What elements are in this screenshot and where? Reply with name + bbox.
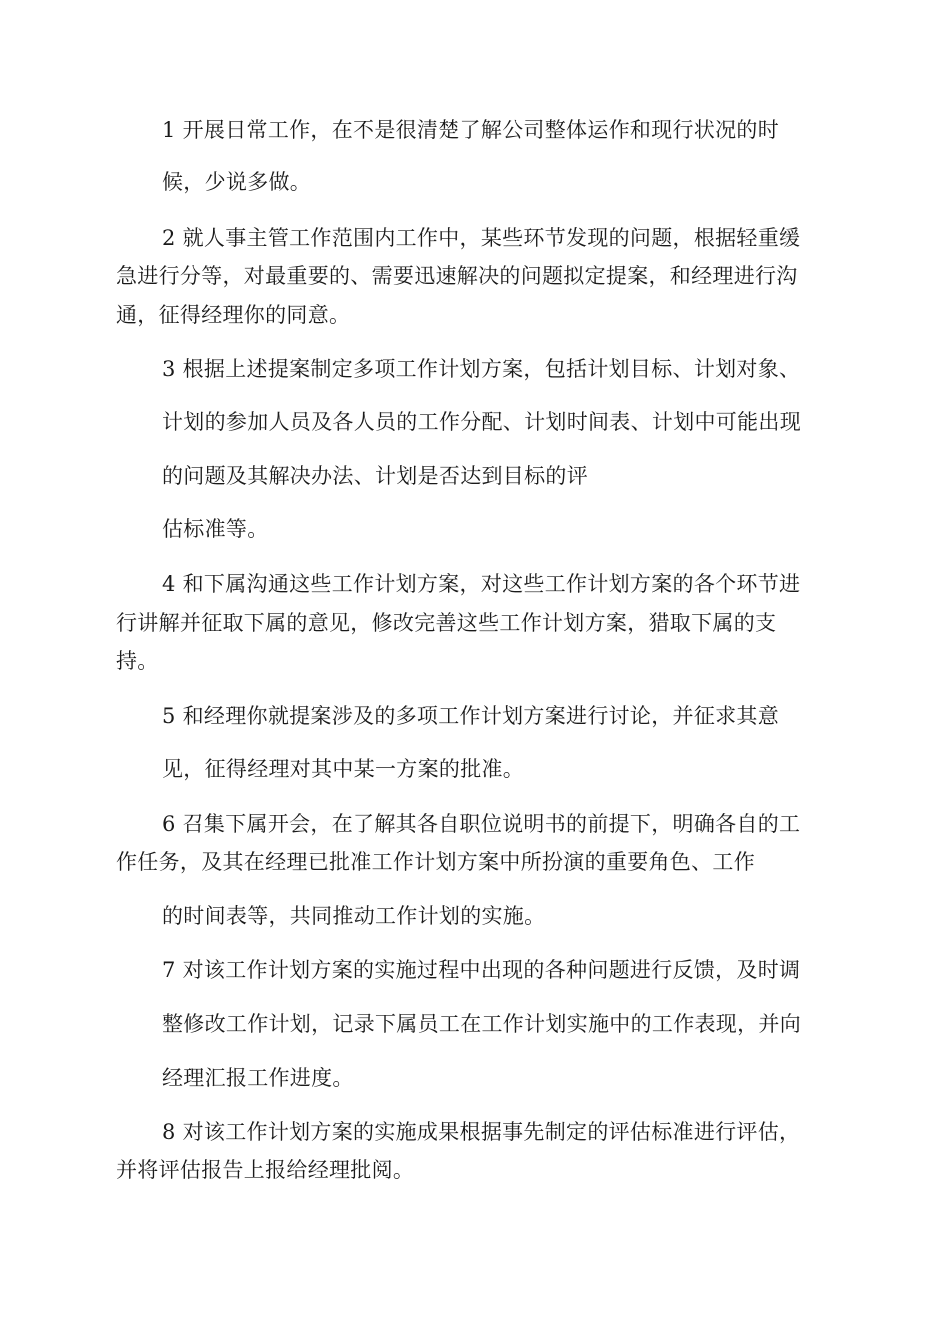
paragraph-7-line-2: 整修改工作计划，记录下属员工在工作计划实施中的工作表现，并向	[162, 1012, 801, 1036]
paragraph-3-line-2: 计划的参加人员及各人员的工作分配、计划时间表、计划中可能出现	[162, 410, 801, 434]
paragraph-7-line-3: 经理汇报工作进度。	[162, 1066, 354, 1090]
paragraph-8-line-1: 8 对该工作计划方案的实施成果根据事先制定的评估标准进行评估，	[162, 1120, 801, 1144]
paragraph-4-line-3: 持。	[116, 649, 159, 673]
paragraph-3-line-4: 估标准等。	[162, 517, 269, 541]
paragraph-2-line-1: 2 就人事主管工作范围内工作中，某些环节发现的问题，根据轻重缓	[162, 226, 801, 250]
paragraph-2-line-2: 急进行分等，对最重要的、需要迅速解决的问题拟定提案，和经理进行沟	[116, 264, 798, 288]
paragraph-6-line-3: 的时间表等，共同推动工作计划的实施。	[162, 904, 546, 928]
paragraph-3-line-1: 3 根据上述提案制定多项工作计划方案，包括计划目标、计划对象、	[162, 357, 801, 381]
paragraph-5-line-1: 5 和经理你就提案涉及的多项工作计划方案进行讨论，并征求其意	[162, 704, 780, 728]
paragraph-1-line-1: 1 开展日常工作，在不是很清楚了解公司整体运作和现行状况的时	[162, 118, 780, 142]
paragraph-6-line-1: 6 召集下属开会，在了解其各自职位说明书的前提下，明确各自的工	[162, 812, 801, 836]
paragraph-5-line-2: 见，征得经理对其中某一方案的批准。	[162, 757, 525, 781]
paragraph-1-line-2: 候，少说多做。	[162, 170, 312, 194]
paragraph-6-line-2: 作任务，及其在经理已批准工作计划方案中所扮演的重要角色、工作	[116, 850, 755, 874]
paragraph-3-line-3: 的问题及其解决办法、计划是否达到目标的评	[162, 464, 588, 488]
paragraph-4-line-2: 行讲解并征取下属的意见，修改完善这些工作计划方案，猎取下属的支	[116, 611, 777, 635]
paragraph-7-line-1: 7 对该工作计划方案的实施过程中出现的各种问题进行反馈，及时调	[162, 958, 801, 982]
paragraph-2-line-3: 通，征得经理你的同意。	[116, 303, 351, 327]
paragraph-4-line-1: 4 和下属沟通这些工作计划方案，对这些工作计划方案的各个环节进	[162, 572, 801, 596]
paragraph-8-line-2: 并将评估报告上报给经理批阅。	[116, 1158, 415, 1182]
